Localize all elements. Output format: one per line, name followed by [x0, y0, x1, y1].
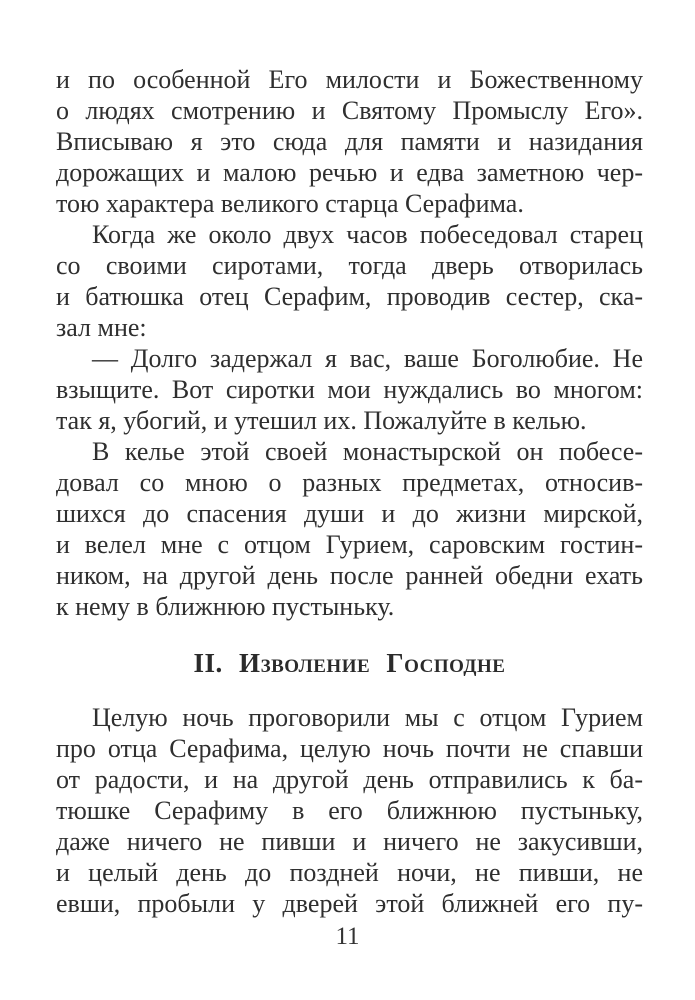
text-line: дорожащих и малою речью и едва заметною чер-: [56, 158, 643, 187]
text-line: Вписываю я это сюда для памяти и назидания: [56, 127, 643, 156]
text-line: евши, пробыли у дверей этой ближней его пу-: [56, 889, 643, 918]
text-line: и по особенной Его милости и Божественному: [56, 65, 643, 94]
text-line: — Долго задержал я вас, ваше Боголюбие. Не: [92, 344, 643, 373]
text-block-before-heading: [56, 64, 643, 622]
text-line: про отца Серафима, целую ночь почти не спавши: [56, 734, 643, 763]
paragraph: [56, 219, 643, 343]
text-line: от радости, и на другой день отправились к ба-: [56, 765, 643, 794]
paragraph: [56, 436, 643, 622]
text-block-after-heading: [56, 702, 643, 919]
text-line: к нему в ближнюю пустыньку.: [56, 592, 395, 621]
text-line: шихся до спасения души и до жизни мирской,: [56, 499, 643, 528]
text-line: Целую ночь проговорили мы с отцом Гурием: [92, 703, 643, 732]
text-line: со своими сиротами, тогда дверь отворилась: [56, 251, 643, 280]
text-line: Когда же около двух часов побеседовал старец: [92, 220, 643, 249]
text-line: даже ничего не пивши и ничего не закусивши,: [56, 827, 643, 856]
text-line: В келье этой своей монастырской он побесе-: [92, 437, 643, 466]
text-line: ником, на другой день после ранней обедни ехать: [56, 561, 643, 590]
paragraph: [56, 343, 643, 436]
paragraph: [56, 64, 643, 219]
page-number: 11: [335, 923, 360, 950]
text-line: и целый день до поздней ночи, не пивши, не: [56, 858, 643, 887]
text-line: тюшке Серафиму в его ближнюю пустыньку,: [56, 796, 643, 825]
chapter-heading: II. Изволение Господне: [193, 648, 506, 678]
text-line: взыщите. Вот сиротки мои нуждались во многом:: [56, 375, 643, 404]
text-line: довал со мною о разных предметах, относив-: [56, 468, 643, 497]
text-line: о людях смотрению и Святому Промыслу Его».: [56, 96, 643, 125]
text-line: и батюшка отец Серафим, проводив сестер, ска-: [56, 282, 643, 311]
text-line: тою характера великого старца Серафима.: [56, 189, 524, 218]
text-line: зал мне:: [56, 313, 147, 342]
text-line: так я, убогий, и утешил их. Пожалуйте в келью.: [56, 406, 587, 435]
text-line: и велел мне с отцом Гурием, саровским гостин-: [56, 530, 643, 559]
paragraph: [56, 702, 643, 919]
